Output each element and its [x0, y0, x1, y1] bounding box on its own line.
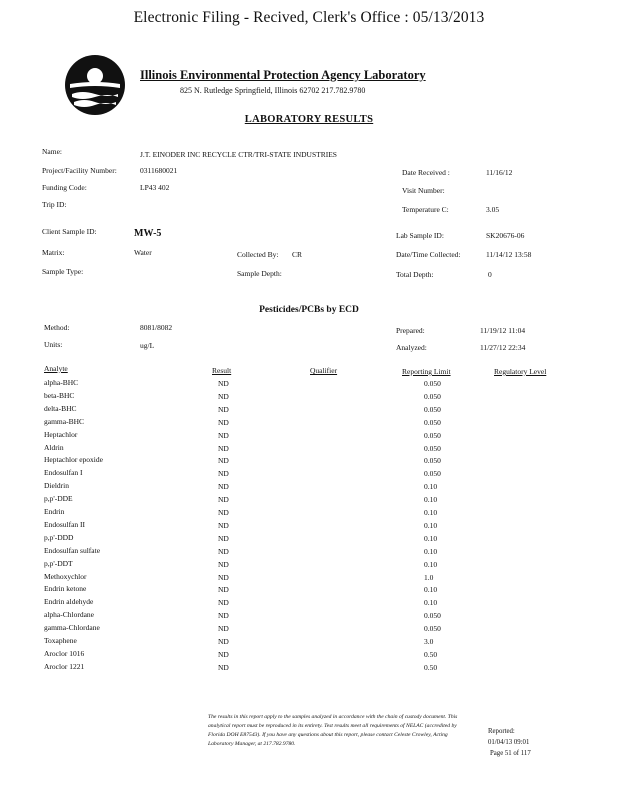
project-label: Project/Facility Number:: [42, 166, 117, 175]
analyte-cell: Heptachlor epoxide: [44, 455, 103, 465]
result-cell: ND: [218, 598, 229, 608]
total-depth-label: Total Depth:: [396, 270, 434, 279]
temperature-label: Temperature C:: [402, 205, 449, 214]
agency-name: Illinois Environmental Protection Agency Laboratory: [140, 68, 426, 82]
analyte-cell: gamma-BHC: [44, 416, 84, 426]
funding-label: Funding Code:: [42, 183, 87, 192]
analyte-cell: Toxaphene: [44, 636, 77, 645]
analyte-cell: p,p'-DDD: [44, 532, 74, 542]
client-sample-value: MW-5: [134, 228, 162, 239]
analyte-cell: Methoxychlor: [44, 571, 87, 581]
analyte-cell: Endosulfan I: [44, 468, 83, 478]
trip-label: Trip ID:: [42, 200, 67, 209]
result-cell: ND: [218, 585, 229, 595]
reporting-limit-cell: 0.050: [424, 624, 441, 634]
section-title: Pesticides/PCBs by ECD: [259, 305, 359, 315]
analyte-cell: delta-BHC: [44, 403, 77, 413]
total-depth-value: 0: [488, 270, 492, 279]
result-cell: ND: [218, 495, 229, 505]
reporting-limit-cell: 0.050: [424, 456, 441, 466]
units-label: Units:: [44, 340, 63, 349]
result-cell: ND: [218, 482, 229, 492]
prepared-label: Prepared:: [396, 326, 425, 335]
result-cell: ND: [218, 404, 229, 414]
result-cell: ND: [218, 546, 229, 556]
matrix-value: Water: [134, 248, 152, 257]
method-value: 8081/8082: [140, 323, 173, 332]
reporting-limit-cell: 0.050: [424, 430, 441, 440]
reporting-limit-cell: 0.10: [424, 520, 438, 530]
reporting-limit-cell: 0.10: [424, 482, 438, 492]
analyte-cell: p,p'-DDT: [44, 558, 73, 568]
reporting-limit-cell: 0.10: [424, 508, 438, 517]
agency-address: 825 N. Rutledge Springfield, Illinois 62702 217.782.9780: [180, 86, 366, 95]
analyte-cell: Endrin ketone: [44, 584, 87, 594]
analyte-cell: Endosulfan II: [44, 519, 86, 529]
result-cell: ND: [218, 520, 229, 530]
analyte-cell: Heptachlor: [44, 429, 78, 439]
reporting-limit-cell: 0.050: [424, 379, 441, 388]
reporting-limit-cell: 0.050: [424, 417, 441, 427]
reporting-limit-cell: 0.050: [424, 611, 441, 621]
name-label: Name:: [42, 147, 62, 156]
result-cell: ND: [218, 559, 229, 569]
reporting-limit-cell: 0.050: [424, 443, 441, 453]
reporting-limit-cell: 0.10: [424, 495, 438, 505]
reported-value: 01/04/13 09:01: [488, 739, 530, 746]
temperature-value: 3.05: [486, 205, 500, 214]
analyte-cell: Endrin: [44, 507, 65, 516]
reporting-limit-cell: 0.50: [424, 649, 438, 659]
result-cell: ND: [218, 508, 229, 517]
page-number: Page 51 of 117: [490, 750, 531, 757]
page-title: LABORATORY RESULTS: [244, 114, 374, 125]
reporting-limit-cell: 0.10: [424, 585, 438, 595]
result-cell: ND: [218, 533, 229, 543]
analyzed-value: 11/27/12 22:34: [480, 343, 526, 352]
analyte-cell: Dieldrin: [44, 481, 69, 491]
filing-banner: Electronic Filing - Recived, Clerk's Office : 05/13/2013: [133, 9, 485, 26]
lab-sample-label: Lab Sample ID:: [396, 231, 444, 240]
matrix-label: Matrix:: [42, 248, 65, 257]
reported-label: Reported:: [488, 728, 515, 735]
sample-depth-label: Sample Depth:: [237, 269, 282, 278]
units-value: ug/L: [140, 341, 155, 350]
analyzed-label: Analyzed:: [396, 343, 427, 352]
col-header-reporting-limit: Reporting Limit: [402, 367, 451, 376]
reporting-limit-cell: 1.0: [424, 572, 434, 582]
collected-by-value: CR: [292, 250, 303, 259]
result-cell: ND: [218, 469, 229, 479]
reporting-limit-cell: 0.10: [424, 598, 438, 608]
col-header-qualifier: Qualifier: [310, 366, 338, 375]
reporting-limit-cell: 0.10: [424, 559, 438, 569]
analyte-cell: Aroclor 1016: [44, 648, 85, 658]
result-cell: ND: [218, 637, 229, 646]
date-collected-value: 11/14/12 13:58: [486, 250, 532, 259]
result-cell: ND: [218, 430, 229, 440]
reporting-limit-cell: 0.10: [424, 546, 438, 556]
report-disclaimer: The results in this report apply to the samples analyzed in accordance with the chain of custody document. This analytical report must be reproduced in its entirety. Test results meet all requirements of NELAC (accredited by Florida DOH E87543). If you have any questions about this report, please contact Celeste Crowley, Acting Laboratory Manager, at 217.782.9780.: [208, 714, 458, 747]
col-header-analyte: Analyte: [44, 364, 68, 373]
visit-label: Visit Number:: [402, 186, 445, 195]
analyte-cell: alpha-BHC: [44, 378, 79, 387]
method-label: Method:: [44, 323, 70, 332]
reporting-limit-cell: 0.050: [424, 404, 441, 414]
iepa-logo: [64, 54, 126, 116]
date-received-label: Date Received :: [402, 168, 450, 177]
reporting-limit-cell: 0.050: [424, 391, 441, 401]
result-cell: ND: [218, 417, 229, 427]
prepared-value: 11/19/12 11:04: [480, 326, 526, 335]
result-cell: ND: [218, 624, 229, 634]
lab-sample-value: SK20676-06: [486, 231, 525, 240]
sample-type-label: Sample Type:: [42, 267, 84, 276]
result-cell: ND: [218, 443, 229, 453]
analyte-cell: Aroclor 1221: [44, 661, 85, 671]
reporting-limit-cell: 0.10: [424, 533, 438, 543]
analyte-cell: Endrin aldehyde: [44, 597, 94, 607]
analyte-cell: beta-BHC: [44, 390, 75, 400]
client-sample-label: Client Sample ID:: [42, 227, 97, 236]
name-value: J.T. EINODER INC RECYCLE CTR/TRI-STATE INDUSTRIES: [140, 150, 337, 159]
col-header-regulatory-level: Regulatory Level: [494, 367, 547, 376]
reporting-limit-cell: 0.050: [424, 469, 441, 479]
result-cell: ND: [218, 456, 229, 466]
date-collected-label: Date/Time Collected:: [396, 250, 461, 259]
reporting-limit-cell: 0.50: [424, 662, 438, 672]
result-cell: ND: [218, 379, 229, 388]
analyte-cell: alpha-Chlordane: [44, 610, 94, 620]
result-cell: ND: [218, 649, 229, 659]
analyte-cell: p,p'-DDE: [44, 494, 73, 504]
collected-by-label: Collected By:: [237, 250, 279, 259]
result-cell: ND: [218, 391, 229, 401]
analyte-cell: gamma-Chlordane: [44, 623, 100, 633]
date-received-value: 11/16/12: [486, 168, 513, 177]
analyte-cell: Endosulfan sulfate: [44, 545, 101, 555]
result-cell: ND: [218, 572, 229, 582]
result-cell: ND: [218, 662, 229, 672]
funding-value: LP43 402: [140, 183, 170, 192]
project-value: 0311680021: [140, 166, 178, 175]
col-header-result: Result: [212, 366, 232, 375]
result-cell: ND: [218, 611, 229, 621]
analyte-cell: Aldrin: [44, 442, 64, 452]
reporting-limit-cell: 3.0: [424, 637, 434, 646]
